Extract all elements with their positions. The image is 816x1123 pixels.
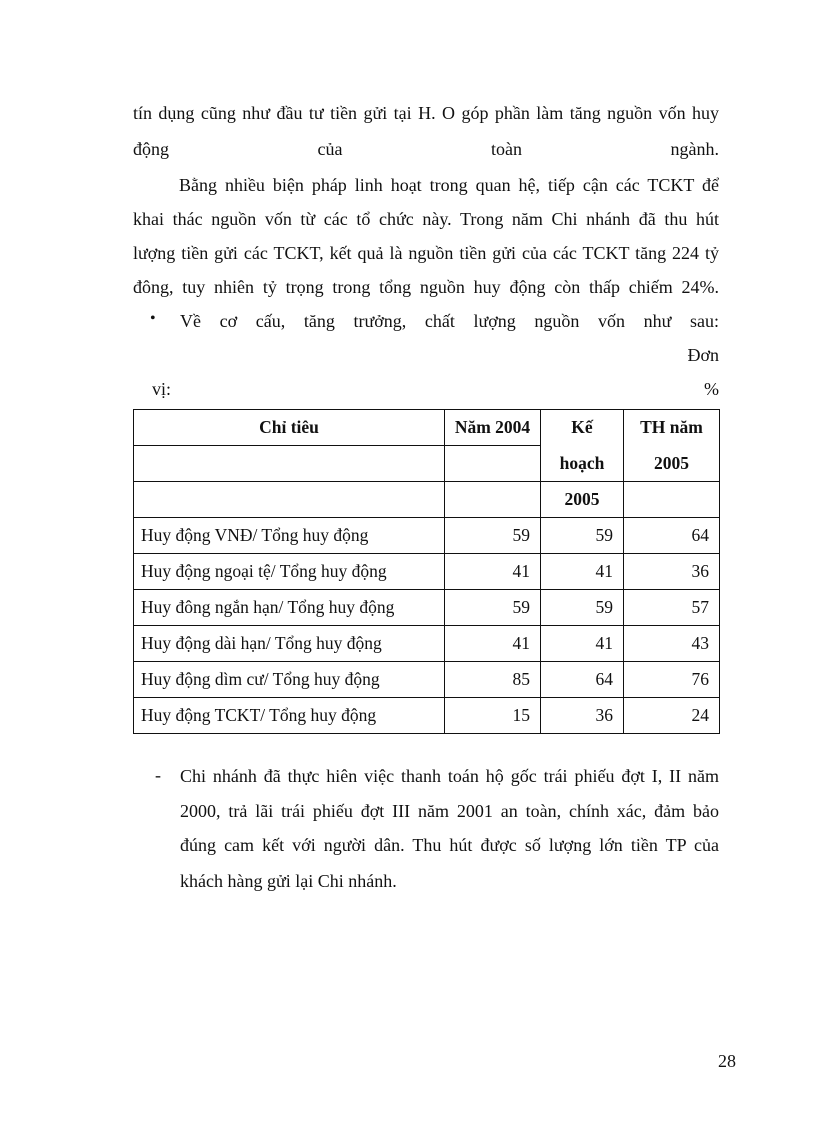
dash-item-line: khách hàng gửi lại Chi nhánh. (180, 871, 397, 891)
unit-label-line (152, 378, 719, 400)
bullet-text: Về cơ cấu, tăng trưởng, chất lượng nguồn vốn như sau: (180, 311, 719, 331)
row-label: Huy động dìm cư/ Tổng huy động (134, 662, 445, 698)
word: của (317, 139, 343, 159)
paragraph-line: lượng tiền gửi các TCKT, kết quả là nguồn tiền gửi của các TCKT tăng 224 tỷ (133, 243, 719, 263)
row-label: Huy động TCKT/ Tổng huy động (134, 698, 445, 734)
row-label: Huy động ngoại tệ/ Tổng huy động (134, 554, 445, 590)
value-plan: 41 (541, 626, 624, 662)
value-2004: 59 (445, 518, 541, 554)
value-2004: 41 (445, 626, 541, 662)
row-label: Huy động dài hạn/ Tổng huy động (134, 626, 445, 662)
value-actual: 24 (624, 698, 720, 734)
dash-icon: - (155, 765, 161, 785)
paragraph-line: tín dụng cũng như đầu tư tiền gửi tại H. O góp phần làm tăng nguồn vốn huy (133, 103, 719, 123)
bullet-icon: • (150, 310, 156, 327)
value-actual: 57 (624, 590, 720, 626)
header-actual-2: 2005 (624, 446, 720, 482)
table-row (134, 698, 720, 734)
dash-item-line: đúng cam kết với người dân. Thu hút được số lượng lớn tiền TP của (180, 835, 719, 855)
value-2004: 59 (445, 590, 541, 626)
unit-symbol: % (704, 379, 719, 399)
value-plan: 59 (541, 518, 624, 554)
value-2004: 15 (445, 698, 541, 734)
word: ngành. (670, 139, 719, 159)
header-plan: Kế (541, 410, 624, 446)
paragraph-line: Bằng nhiều biện pháp linh hoạt trong quan hệ, tiếp cận các TCKT để (179, 175, 719, 195)
paragraph-line-spread (133, 138, 719, 160)
table-header-row (134, 410, 720, 446)
header-empty (134, 482, 445, 518)
table-row (134, 626, 720, 662)
word: toàn (490, 139, 522, 159)
table-row (134, 662, 720, 698)
table-row (134, 518, 720, 554)
dash-item-line: Chi nhánh đã thực hiên việc thanh toán hộ gốc trái phiếu đợt I, II năm (180, 766, 719, 786)
row-label: Huy động VNĐ/ Tổng huy động (134, 518, 445, 554)
word: động (133, 139, 169, 159)
header-empty (445, 482, 541, 518)
value-plan: 41 (541, 554, 624, 590)
table-header-row (134, 482, 720, 518)
dash-item-line: 2000, trả lãi trái phiếu đợt III năm 2001 an toàn, chính xác, đảm bảo (180, 801, 719, 821)
header-empty (134, 446, 445, 482)
header-2004: Năm 2004 (445, 410, 541, 446)
value-plan: 59 (541, 590, 624, 626)
value-2004: 41 (445, 554, 541, 590)
paragraph-line: khai thác nguồn vốn từ các tổ chức này. Trong năm Chi nhánh đã thu hút (133, 209, 719, 229)
header-actual: TH năm (624, 410, 720, 446)
value-actual: 43 (624, 626, 720, 662)
value-plan: 36 (541, 698, 624, 734)
value-actual: 36 (624, 554, 720, 590)
page-number: 28 (718, 1051, 736, 1071)
header-empty (624, 482, 720, 518)
header-plan-2: hoạch (541, 446, 624, 482)
value-2004: 85 (445, 662, 541, 698)
value-actual: 64 (624, 518, 720, 554)
table-row (134, 590, 720, 626)
header-indicator: Chỉ tiêu (134, 410, 445, 446)
unit-label-part2: vị: (152, 379, 172, 399)
paragraph-line: đông, tuy nhiên tỷ trọng trong tổng nguồn huy động còn thấp chiếm 24%. (133, 277, 719, 297)
row-label: Huy đông ngắn hạn/ Tổng huy động (134, 590, 445, 626)
value-plan: 64 (541, 662, 624, 698)
value-actual: 76 (624, 662, 720, 698)
table-row (134, 554, 720, 590)
unit-label-part1: Đơn (687, 345, 719, 365)
header-plan-3: 2005 (541, 482, 624, 518)
header-empty (445, 446, 541, 482)
capital-structure-table (133, 409, 720, 734)
table-header-row (134, 446, 720, 482)
